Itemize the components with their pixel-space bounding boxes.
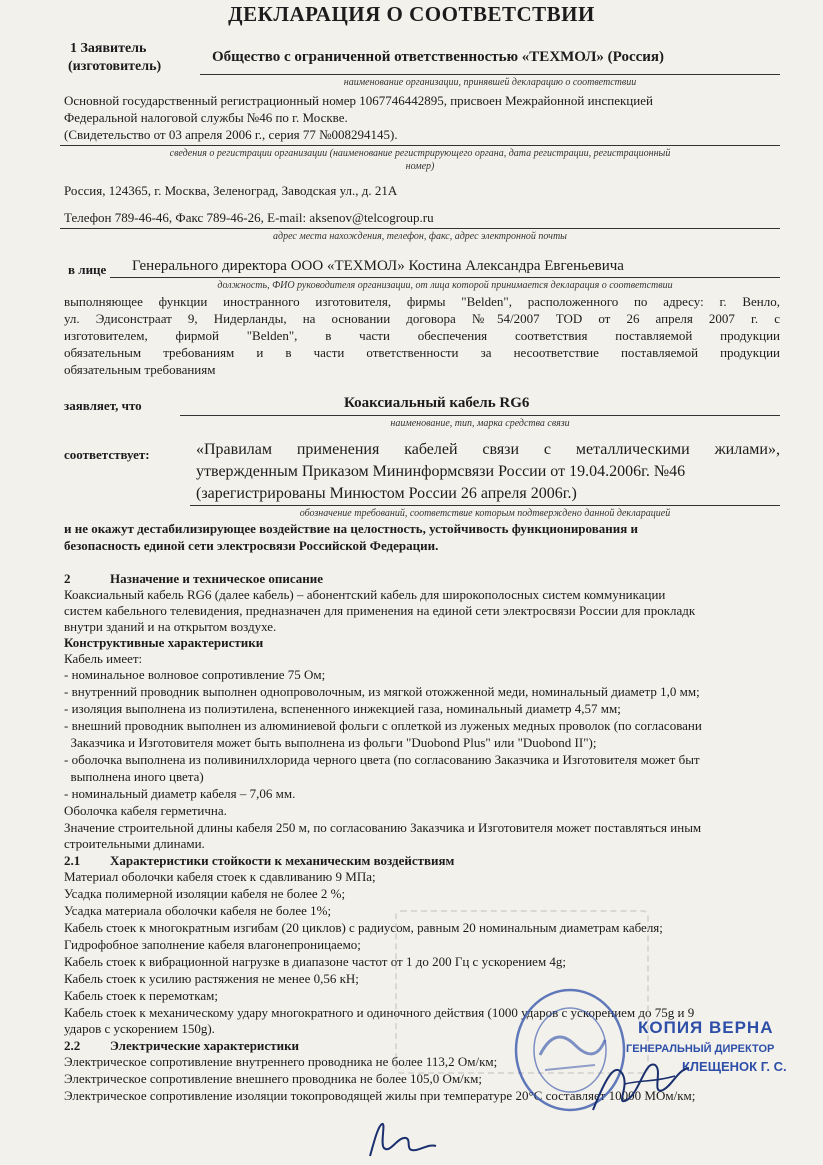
construct-item: - внутренний проводник выполнен однопроволочным, из мягкой отожженной меди, номинальный диаметр 1,0 мм;: [64, 684, 700, 699]
construct-heading: Конструктивные характеристики: [64, 635, 264, 650]
director-signature: [585, 1040, 695, 1120]
representative-para-3: [64, 328, 780, 344]
applicant-signature: [360, 1118, 440, 1162]
document-title: ДЕКЛАРАЦИЯ О СООТВЕТСТВИИ: [228, 2, 595, 26]
mech-item: Усадка материала оболочки кабеля не более 1%;: [64, 903, 332, 918]
conforms-underline: [190, 505, 780, 506]
contacts: Телефон 789-46-46, Факс 789-46-26, E-mail: aksenov@telcogroup.ru: [64, 210, 434, 225]
section2-desc-3: внутри зданий и на открытом воздухе.: [64, 619, 277, 634]
hermetic-note: Оболочка кабеля герметична.: [64, 803, 227, 818]
caption-registration-line1: сведения о регистрации организации (наименование регистрирующего органа, дата регистрации, регистрационный: [169, 148, 671, 159]
section22-heading: Электрические характеристики: [110, 1038, 300, 1053]
address-underline: [60, 228, 780, 229]
representative-para-2-text: ул. Эдисонстраат 9, Нидерланды, на основании договора №54/2007 TOD от 26 апреля 2007 г. с: [64, 311, 780, 326]
registration-underline: [60, 145, 780, 146]
conforms-line-2: утвержденным Приказом Мининформсвязи России от 19.04.2006г. №46: [196, 463, 686, 480]
applicant-underline: [200, 74, 780, 75]
section21-heading: Характеристики стойкости к механическим воздействиям: [110, 853, 455, 868]
elec-item: Электрическое сопротивление внутреннего проводника не более 113,2 Ом/км;: [64, 1054, 498, 1069]
mech-item: ударов с ускорением 150g).: [64, 1021, 215, 1036]
mech-item: Усадка полимерной изоляции кабеля не более 2 %;: [64, 886, 346, 901]
caption-product: наименование, тип, марка средства связи: [390, 418, 570, 429]
declares-label: заявляет, что: [64, 398, 142, 413]
stamp-title-line: ГЕНЕРАЛЬНЫЙ ДИРЕКТОР: [626, 1043, 775, 1055]
section2-desc-2: систем кабельного телевидения, предназначен для применения на единой сети электросвязи России для прокладк: [64, 603, 696, 618]
construct-item: выполнена иного цвета): [64, 769, 204, 784]
construct-item: - внешний проводник выполнен из алюминиевой фольги с оплеткой из луженых медных проволок (по согласовани: [64, 718, 702, 733]
conforms-line-1-text: «Правилам применения кабелей связи с металлическими жилами»,: [196, 441, 780, 458]
representative-para-5: обязательным требованиям: [64, 362, 216, 377]
conforms-line-1: [196, 440, 780, 459]
representative-para-1: [64, 294, 780, 310]
caption-conforms: обозначение требований, соответствие которым подтверждено данной декларацией: [299, 508, 671, 519]
applicant-name: Общество с ограниченной ответственностью «ТЕХМОЛ» (Россия): [212, 49, 665, 65]
elec-item: Электрическое сопротивление внешнего проводника не более 105,0 Ом/км;: [64, 1071, 482, 1086]
mech-item: Кабель стоек к вибрационной нагрузке в диапазоне частот от 1 до 200 Гц с ускорением 4g;: [64, 954, 567, 969]
construct-item: - изоляция выполнена из полиэтилена, вспененного инжекцией газа, номинальный диаметр 4,57 мм;: [64, 701, 621, 716]
mech-item: Кабель стоек к перемоткам;: [64, 988, 218, 1003]
mech-item: Кабель стоек к механическому удару многократного и одиночного действия (1000 ударов с ускорением до 75g и 9: [64, 1005, 695, 1020]
representative-para-4: [64, 345, 780, 361]
mech-item: Кабель стоек к многократным изгибам (20 циклов) с радиусом, равным 20 номинальным диаметрам кабеля;: [64, 920, 663, 935]
conforms-line-3: (зарегистрированы Минюстом России 26 апреля 2006г.): [196, 485, 577, 502]
caption-organization: наименование организации, принявшей декларацию о соответствии: [343, 77, 637, 88]
construct-item: - номинальный диаметр кабеля – 7,06 мм.: [64, 786, 296, 801]
construct-item: - номинальное волновое сопротивление 75 Ом;: [64, 667, 326, 682]
product-name: Коаксиальный кабель RG6: [344, 395, 530, 411]
representative-label: в лице: [68, 262, 107, 277]
section2-number: 2: [64, 571, 71, 586]
elec-item: Электрическое сопротивление изоляции токопроводящей жилы при температуре 20°С составляет 10000 МОм/км;: [64, 1088, 696, 1103]
construct-item: - оболочка выполнена из поливинилхлорида черного цвета (по согласованию Заказчика и Изготовителя может быт: [64, 752, 700, 767]
caption-registration-line2: номер): [405, 161, 435, 172]
statement-line-2: безопасность единой сети электросвязи Российской Федерации.: [64, 538, 439, 553]
caption-representative: должность, ФИО руководителя организации, от лица которой принимается декларация о соответствии: [217, 280, 673, 291]
construct-item: Заказчика и Изготовителя может быть выполнена из фольги "Duobond Plus" или "Duobond II");: [64, 735, 597, 750]
length-line-1: Значение строительной длины кабеля 250 м, по согласованию Заказчика и Изготовителя может поставляться иным: [64, 820, 702, 835]
applicant-label-line1: 1 Заявитель: [70, 41, 147, 56]
mech-item: Кабель стоек к усилию растяжения не менее 0,56 кН;: [64, 971, 359, 986]
stamp-name-line: КЛЕЩЕНОК Г. С.: [682, 1059, 787, 1074]
product-underline: [180, 415, 780, 416]
cable-has: Кабель имеет:: [64, 651, 143, 666]
conforms-label: соответствует:: [64, 447, 150, 462]
section2-desc-1: Коаксиальный кабель RG6 (далее кабель) – абонентский кабель для широкополосных систем коммуникации: [64, 587, 666, 602]
representative-name: Генерального директора ООО «ТЕХМОЛ» Костина Александра Евгеньевича: [132, 258, 624, 274]
stamp-copy-line: КОПИЯ ВЕРНА: [638, 1018, 774, 1037]
representative-para-2: [64, 311, 780, 327]
representative-para-3-text: изготовителем, фирмой "Belden", в части обеспечения соответствия поставляемой продукции: [64, 328, 780, 343]
representative-para-4-text: обязательным требованиям и в части ответственности за несоответствие поставляемой продукции: [64, 345, 780, 360]
length-line-2: строительными длинами.: [64, 836, 205, 851]
registration-line-2: Федеральной налоговой службы №46 по г. Москве.: [64, 110, 348, 125]
representative-para-1-text: выполняющее функции иностранного изготовителя, фирмы "Belden", расположенного по адресу: г. Венло,: [64, 294, 780, 309]
mech-item: Гидрофобное заполнение кабеля влагонепроницаемо;: [64, 937, 361, 952]
statement-line-1: и не окажут дестабилизирующее воздействие на целостность, устойчивость функционирования и: [64, 521, 638, 536]
caption-address: адрес места нахождения, телефон, факс, адрес электронной почты: [273, 231, 567, 242]
registration-line-3: (Свидетельство от 03 апреля 2006 г., серия 77 №008294145).: [64, 127, 398, 142]
mech-item: Материал оболочки кабеля стоек к сдавливанию 9 МПа;: [64, 869, 376, 884]
section22-number: 2.2: [64, 1038, 81, 1053]
representative-underline: [110, 277, 780, 278]
section2-heading: Назначение и техническое описание: [110, 571, 324, 586]
registration-line-1: Основной государственный регистрационный номер 1067746442895, присвоен Межрайонной инспекцией: [64, 93, 653, 108]
address: Россия, 124365, г. Москва, Зеленоград, Заводская ул., д. 21А: [64, 183, 398, 198]
applicant-label-line2: (изготовитель): [68, 59, 162, 74]
section21-number: 2.1: [64, 853, 81, 868]
